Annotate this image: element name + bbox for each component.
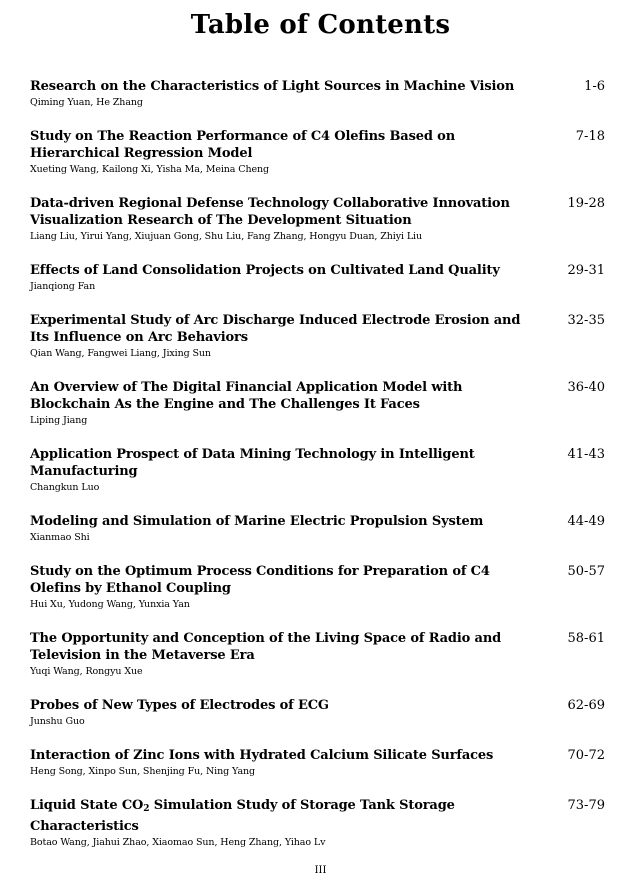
entry-title bbox=[30, 797, 605, 835]
entry-pages: 58-61 bbox=[567, 631, 605, 646]
entry-pages: 7-18 bbox=[575, 129, 605, 144]
entry-title: Study on The Reaction Performance of C4 Olefins Based on Hierarchical Regression Model bbox=[30, 129, 455, 161]
entry-authors: Qiming Yuan, He Zhang bbox=[30, 97, 143, 108]
entry-authors: Liping Jiang bbox=[30, 415, 88, 426]
entry-pages: 41-43 bbox=[567, 447, 605, 462]
entry-authors: Jianqiong Fan bbox=[30, 281, 96, 292]
toc-entry[interactable] bbox=[30, 446, 605, 495]
entry-pages: 44-49 bbox=[567, 514, 605, 529]
entry-title: Interaction of Zinc Ions with Hydrated Calcium Silicate Surfaces bbox=[30, 748, 494, 763]
toc-list bbox=[30, 78, 605, 868]
entry-authors: Xianmao Shi bbox=[30, 532, 90, 543]
entry-authors: Botao Wang, Jiahui Zhao, Xiaomao Sun, Heng Zhang, Yihao Lv bbox=[30, 837, 326, 848]
entry-pages: 29-31 bbox=[567, 263, 605, 278]
entry-title: Effects of Land Consolidation Projects on Cultivated Land Quality bbox=[30, 263, 500, 278]
entry-title: Data-driven Regional Defense Technology Collaborative Innovation Visualization Research of The Development Situation bbox=[30, 196, 510, 228]
entry-authors: Xueting Wang, Kailong Xi, Yisha Ma, Meina Cheng bbox=[30, 164, 269, 175]
entry-title: The Opportunity and Conception of the Living Space of Radio and Television in the Metaverse Era bbox=[30, 631, 502, 663]
toc-entry[interactable] bbox=[30, 563, 605, 612]
entry-title: Probes of New Types of Electrodes of ECG bbox=[30, 698, 329, 713]
toc-entry[interactable] bbox=[30, 312, 605, 361]
entry-title: Research on the Characteristics of Light Sources in Machine Vision bbox=[30, 79, 515, 94]
page-number: III bbox=[314, 865, 327, 876]
entry-pages: 36-40 bbox=[567, 380, 605, 395]
toc-entry[interactable] bbox=[30, 128, 605, 177]
toc-entry[interactable] bbox=[30, 630, 605, 679]
entry-title-part: Simulation Study of Storage Tank Storage Characteristics bbox=[30, 798, 455, 834]
entry-authors: Qian Wang, Fangwei Liang, Jixing Sun bbox=[30, 348, 211, 359]
toc-entry[interactable] bbox=[30, 797, 605, 850]
entry-pages: 73-79 bbox=[567, 798, 605, 813]
toc-entry[interactable] bbox=[30, 747, 605, 779]
toc-entry[interactable] bbox=[30, 78, 605, 110]
entry-authors: Changkun Luo bbox=[30, 482, 100, 493]
entry-title-part: Liquid State CO bbox=[30, 798, 144, 813]
entry-pages: 62-69 bbox=[567, 698, 605, 713]
toc-entry[interactable] bbox=[30, 195, 605, 244]
toc-entry[interactable] bbox=[30, 697, 605, 729]
entry-pages: 19-28 bbox=[567, 196, 605, 211]
toc-entry[interactable] bbox=[30, 262, 605, 294]
entry-pages: 32-35 bbox=[567, 313, 605, 328]
entry-title: Study on the Optimum Process Conditions for Preparation of C4 Olefins by Ethanol Coupling bbox=[30, 564, 490, 596]
entry-pages: 1-6 bbox=[584, 79, 605, 94]
toc-entry[interactable] bbox=[30, 513, 605, 545]
entry-pages: 50-57 bbox=[567, 564, 605, 579]
entry-title: Modeling and Simulation of Marine Electric Propulsion System bbox=[30, 514, 484, 529]
entry-authors: Liang Liu, Yirui Yang, Xiujuan Gong, Shu Liu, Fang Zhang, Hongyu Duan, Zhiyi Liu bbox=[30, 231, 423, 242]
toc-entry[interactable] bbox=[30, 379, 605, 428]
entry-authors: Junshu Guo bbox=[30, 716, 85, 727]
entry-title: Application Prospect of Data Mining Technology in Intelligent Manufacturing bbox=[30, 447, 475, 479]
entry-authors: Heng Song, Xinpo Sun, Shenjing Fu, Ning Yang bbox=[30, 766, 256, 777]
entry-title: An Overview of The Digital Financial Application Model with Blockchain As the Engine and The Challenges It Faces bbox=[30, 380, 463, 412]
entry-title: Experimental Study of Arc Discharge Induced Electrode Erosion and Its Influence on Arc Behaviors bbox=[30, 313, 521, 345]
entry-authors: Hui Xu, Yudong Wang, Yunxia Yan bbox=[30, 599, 190, 610]
entry-authors: Yuqi Wang, Rongyu Xue bbox=[30, 666, 143, 677]
subscript-text: 2 bbox=[143, 804, 150, 814]
entry-pages: 70-72 bbox=[567, 748, 605, 763]
page-title: Table of Contents bbox=[190, 10, 451, 40]
